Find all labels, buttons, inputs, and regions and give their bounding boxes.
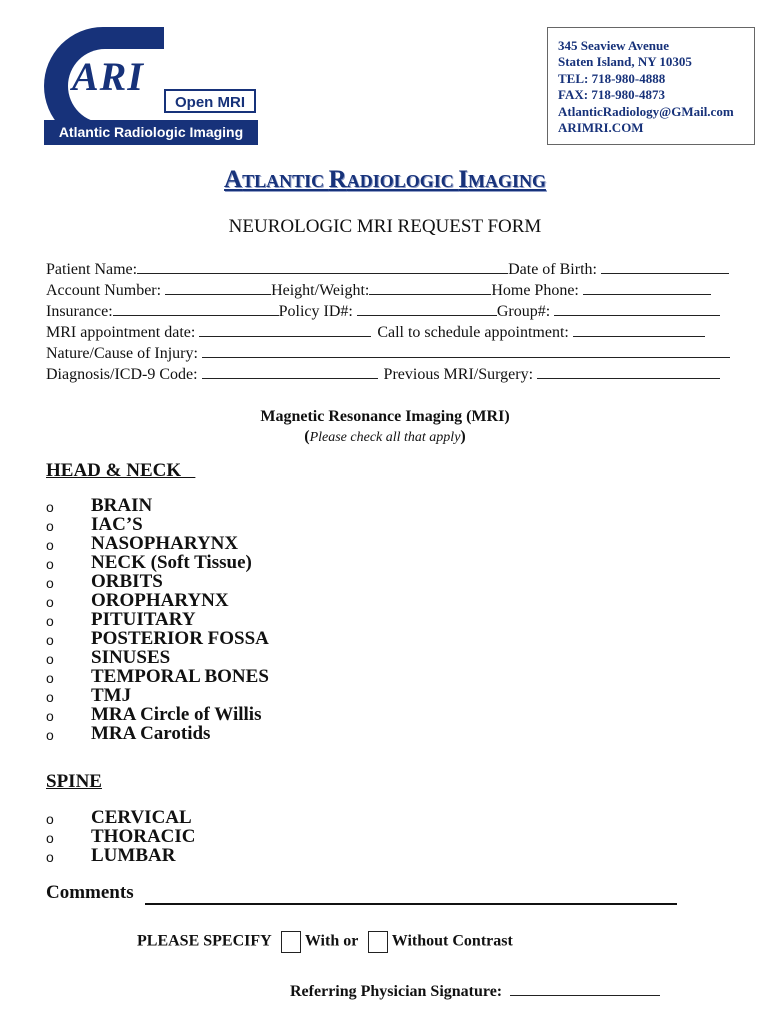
checkbox-bullet[interactable]: o: [46, 727, 54, 743]
checkbox-bullet[interactable]: o: [46, 689, 54, 705]
checkbox-bullet[interactable]: o: [46, 594, 54, 610]
section-head-neck-title: HEAD & NECK: [46, 460, 196, 481]
address-fax: FAX: 718-980-4873: [558, 87, 665, 103]
signature-row: [290, 982, 660, 1001]
mri-instruction: (Please check all that apply): [304, 428, 466, 445]
address-city: Staten Island, NY 10305: [558, 54, 692, 70]
logo-mark: ARI: [72, 54, 144, 99]
patient-name-label: Patient Name:: [46, 261, 138, 278]
with-contrast-checkbox[interactable]: [281, 931, 301, 953]
address-web: ARIMRI.COM: [558, 120, 644, 136]
checkbox-bullet[interactable]: o: [46, 499, 54, 515]
height-weight-label: Height/Weight:: [271, 282, 370, 299]
diagnosis-field[interactable]: [202, 365, 378, 379]
height-weight-field[interactable]: [369, 281, 491, 295]
page-title: ATLANTIC RADIOLOGIC IMAGING: [224, 166, 546, 193]
checkbox-bullet[interactable]: o: [46, 811, 54, 827]
comments-label: Comments: [46, 882, 134, 903]
address-box: [547, 27, 755, 145]
checkbox-bullet[interactable]: o: [46, 518, 54, 534]
group-label: Group#:: [496, 303, 551, 320]
mri-heading: Magnetic Resonance Imaging (MRI): [260, 408, 510, 425]
with-or-label: With or: [304, 932, 359, 950]
comments-field[interactable]: [145, 903, 677, 905]
call-to-schedule-label: Call to schedule appointment:: [377, 324, 569, 341]
ari-logo: [44, 27, 258, 145]
address-street: 345 Seaview Avenue: [558, 38, 669, 53]
checkbox-bullet[interactable]: o: [46, 537, 54, 553]
insurance-field[interactable]: [113, 302, 279, 316]
call-to-schedule-field[interactable]: [573, 323, 705, 337]
dob-field[interactable]: [601, 260, 729, 274]
account-number-field[interactable]: [165, 281, 271, 295]
contrast-specify-row: [137, 931, 513, 953]
without-contrast-checkbox[interactable]: [368, 931, 388, 953]
appointment-date-field[interactable]: [199, 323, 371, 337]
patient-name-field[interactable]: [137, 260, 508, 274]
checkbox-bullet[interactable]: o: [46, 556, 54, 572]
patient-info-row-4: [46, 323, 705, 342]
checkbox-bullet[interactable]: o: [46, 613, 54, 629]
checkbox-bullet[interactable]: o: [46, 708, 54, 724]
account-number-label: Account Number:: [46, 282, 162, 299]
home-phone-label: Home Phone:: [491, 282, 579, 299]
insurance-label: Insurance:: [46, 303, 113, 320]
checkbox-bullet[interactable]: o: [46, 575, 54, 591]
please-specify-label: PLEASE SPECIFY: [137, 932, 272, 950]
policy-id-label: Policy ID#:: [278, 303, 353, 320]
checkbox-bullet[interactable]: o: [46, 651, 54, 667]
home-phone-field[interactable]: [583, 281, 711, 295]
checkbox-bullet[interactable]: o: [46, 632, 54, 648]
previous-mri-field[interactable]: [537, 365, 720, 379]
diagnosis-label: Diagnosis/ICD-9 Code:: [46, 366, 198, 383]
appointment-date-label: MRI appointment date:: [46, 324, 196, 341]
without-contrast-label: Without Contrast: [391, 932, 513, 950]
patient-info-row-6: [46, 365, 720, 384]
address-tel: TEL: 718-980-4888: [558, 70, 666, 86]
previous-mri-label: Previous MRI/Surgery:: [383, 366, 534, 383]
signature-field[interactable]: [510, 982, 660, 996]
dob-label: Date of Birth:: [508, 261, 597, 278]
section-spine-title: SPINE: [46, 771, 102, 792]
logo-badge: Open MRI: [164, 89, 256, 113]
checkbox-bullet[interactable]: o: [46, 849, 54, 865]
policy-id-field[interactable]: [357, 302, 497, 316]
patient-info-row-3: [46, 302, 720, 321]
checkbox-bullet[interactable]: o: [46, 830, 54, 846]
address-email: AtlanticRadiology@GMail.com: [558, 103, 734, 119]
patient-info-row-2: [46, 281, 711, 300]
signature-label: Referring Physician Signature:: [290, 983, 503, 1000]
patient-info-row-5: [46, 344, 730, 363]
form-subtitle: NEUROLOGIC MRI REQUEST FORM: [228, 216, 542, 237]
nature-injury-label: Nature/Cause of Injury:: [46, 345, 198, 362]
group-field[interactable]: [554, 302, 720, 316]
patient-info-row-1: [46, 260, 729, 279]
checkbox-bullet[interactable]: o: [46, 670, 54, 686]
nature-injury-field[interactable]: [202, 344, 730, 358]
logo-name: Atlantic Radiologic Imaging: [44, 120, 258, 145]
